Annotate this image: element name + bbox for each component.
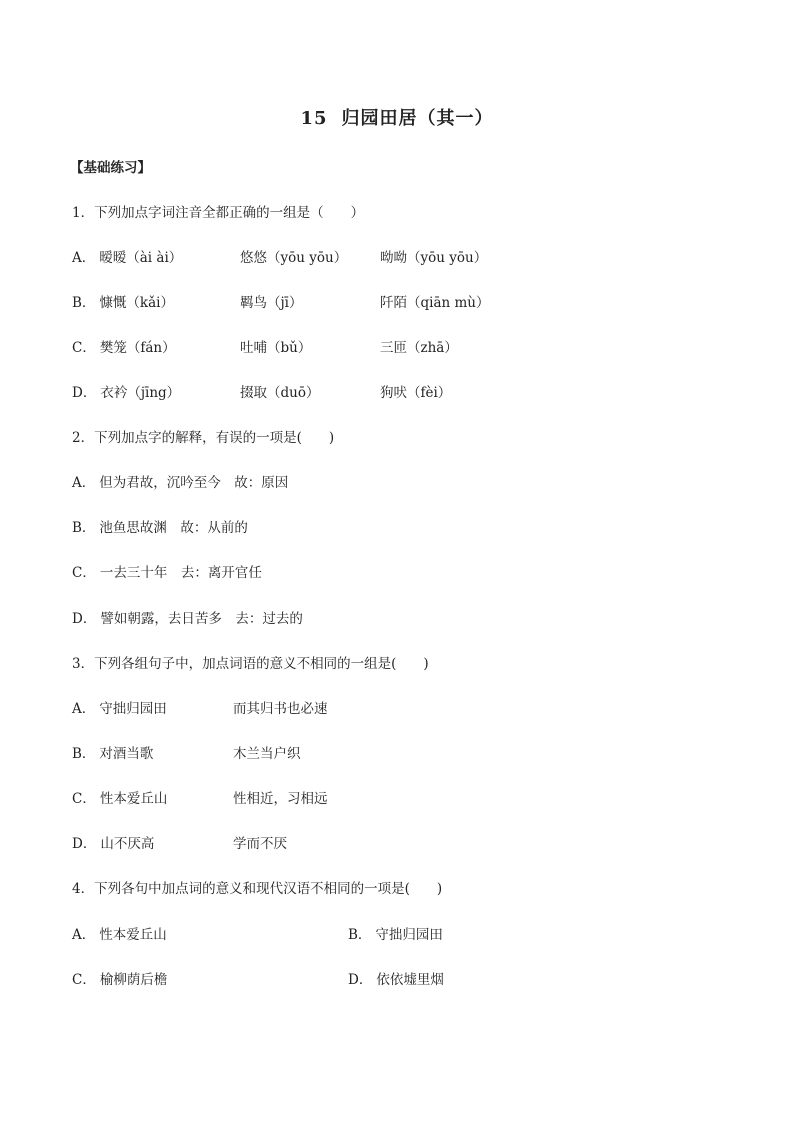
option-item: 守拙归园田 (99, 701, 167, 717)
page-title (0, 104, 794, 130)
option-letter: B． (72, 746, 96, 762)
question-4-stem: 4．下列各句中加点词的意义和现代汉语不相同的一项是( ) (72, 881, 443, 897)
option-letter: B． (348, 927, 372, 943)
q4-option-b (348, 925, 443, 945)
lesson-number: 15 (300, 108, 328, 129)
q1-option-c-item-3: 三匝（zhā） (380, 340, 458, 356)
lesson-title: 归园田居（其一） (341, 108, 494, 129)
q2-option-a (72, 473, 288, 493)
q2-option-c (72, 563, 262, 583)
q1-option-a-item-3: 呦呦（yōu yōu） (380, 250, 488, 266)
option-item: 性本爱丘山 (99, 791, 168, 807)
option-text: 性本爱丘山 (99, 927, 167, 943)
q4-option-c (72, 970, 167, 990)
q1-option-c (72, 338, 176, 358)
option-item: 山不厌高 (100, 836, 155, 852)
q1-option-a (72, 248, 182, 268)
option-text: 但为君故，沉吟至今 故：原因 (99, 475, 289, 491)
option-letter: A． (72, 927, 96, 943)
q1-option-d-item-3: 狗吠（fèi） (380, 385, 452, 401)
q4-option-d (348, 970, 444, 990)
option-letter: D． (72, 385, 97, 401)
option-letter: C． (72, 340, 96, 356)
option-letter: D． (72, 611, 97, 627)
option-letter: B． (72, 295, 96, 311)
option-letter: D． (72, 836, 97, 852)
option-text: 譬如朝露，去日苦多 去：过去的 (100, 611, 303, 627)
option-letter: C． (72, 791, 96, 807)
q1-option-d (72, 383, 180, 403)
option-text: 依依墟里烟 (376, 972, 444, 988)
option-text: 守拙归园田 (375, 927, 443, 943)
option-text: 池鱼思故渊 故：从前的 (99, 520, 248, 536)
option-letter: C． (72, 972, 96, 988)
q1-option-a-item-2: 悠悠（yōu yōu） (240, 250, 348, 266)
section-label: 【基础练习】 (70, 160, 151, 176)
option-item: 慷慨（kǎi） (99, 295, 174, 311)
option-item: 对酒当歌 (99, 746, 154, 762)
q1-option-d-item-2: 掇取（duō） (240, 385, 320, 401)
q3-option-c-item-2: 性相近，习相远 (233, 791, 328, 807)
q1-option-c-item-2: 吐哺（bǔ） (240, 340, 312, 356)
q3-option-d-item-2: 学而不厌 (233, 836, 287, 852)
q3-option-c (72, 789, 167, 809)
option-letter: D． (348, 972, 373, 988)
q2-option-b (72, 518, 248, 538)
question-2-stem: 2．下列加点字的解释，有误的一项是( ) (72, 430, 335, 446)
q4-option-a (72, 925, 167, 945)
q3-option-b (72, 744, 153, 764)
option-item: 樊笼（fán） (99, 340, 176, 356)
option-item: 衣衿（jīng） (100, 385, 181, 401)
option-letter: C． (72, 565, 96, 581)
q3-option-d (72, 834, 154, 854)
question-1-stem: 1．下列加点字词注音全都正确的一组是（ ） (72, 205, 365, 221)
option-letter: A． (72, 701, 96, 717)
q2-option-d (72, 609, 303, 629)
q1-option-b (72, 293, 174, 313)
question-3-stem: 3．下列各组句子中，加点词语的意义不相同的一组是( ) (72, 656, 429, 672)
option-letter: B． (72, 520, 96, 536)
option-text: 榆柳荫后檐 (99, 972, 168, 988)
q3-option-b-item-2: 木兰当户织 (233, 746, 301, 762)
option-text: 一去三十年 去：离开官任 (99, 565, 262, 581)
q3-option-a (72, 699, 167, 719)
option-item: 暧暧（ài ài） (99, 250, 183, 266)
q3-option-a-item-2: 而其归书也必速 (233, 701, 328, 717)
q1-option-b-item-2: 羁鸟（jī） (240, 295, 303, 311)
q1-option-b-item-3: 阡陌（qiān mù） (380, 295, 490, 311)
option-letter: A． (72, 250, 96, 266)
option-letter: A． (72, 475, 96, 491)
